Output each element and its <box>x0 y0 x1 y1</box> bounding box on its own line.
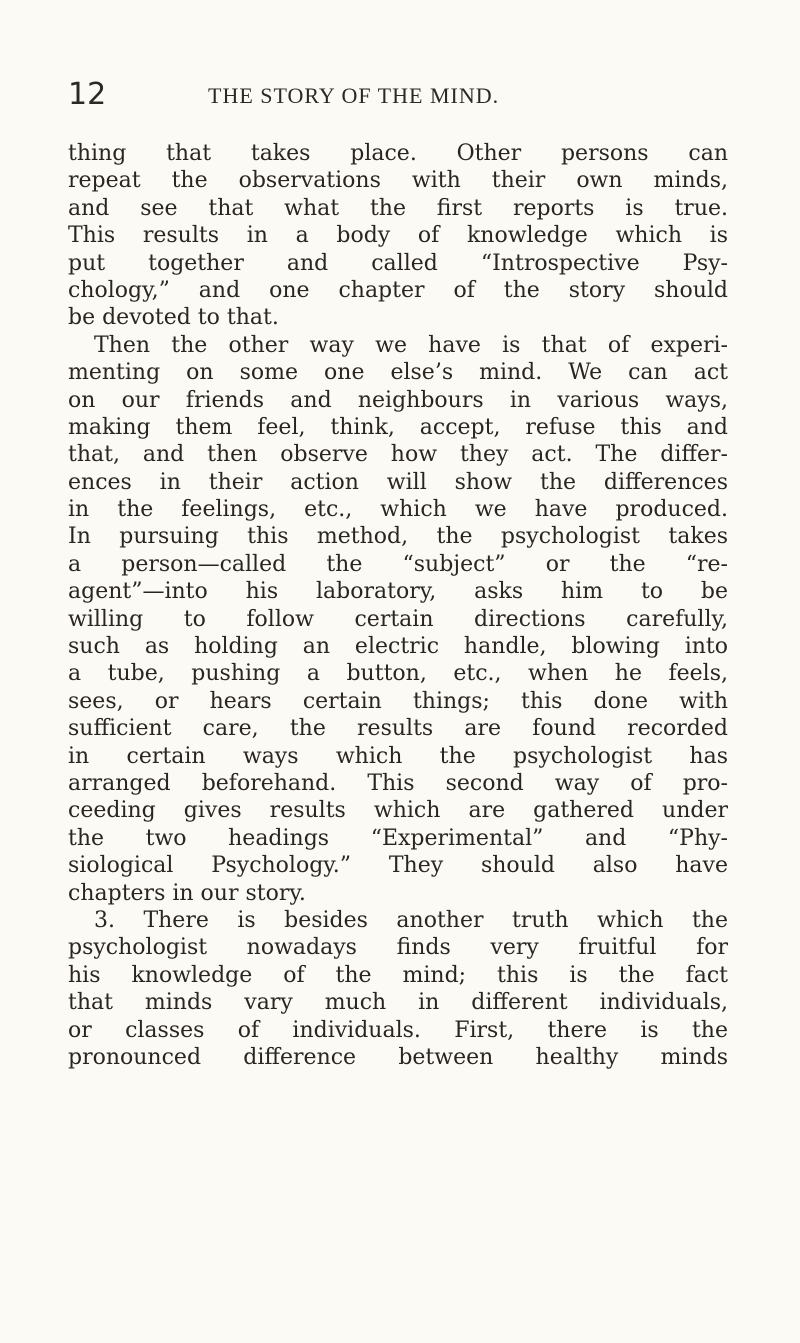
paragraph-start-line: Then the other way we have is that of experi- <box>94 332 728 358</box>
text-line: in certain ways which the psychologist has <box>68 743 728 769</box>
text-line: in the feelings, etc., which we have produced. <box>68 497 728 523</box>
text-line: the two headings “Experimental” and “Phy- <box>68 825 728 851</box>
text-line: ceeding gives results which are gathered under <box>68 798 728 824</box>
text-line: This results in a body of knowledge which is <box>68 223 728 249</box>
running-title: THE STORY OF THE MIND. <box>208 83 500 108</box>
running-header <box>68 78 728 118</box>
text-line: siological Psychology.” They should also have <box>68 853 728 879</box>
text-line: and see that what the first reports is true. <box>68 195 728 221</box>
text-line: such as holding an electric handle, blowing into <box>68 634 728 660</box>
text-line: thing that takes place. Other persons can <box>68 141 728 166</box>
text-line: that minds vary much in different individuals, <box>68 990 728 1016</box>
text-line: making them feel, think, accept, refuse this and <box>68 414 728 440</box>
text-line: sufficient care, the results are found recorded <box>68 716 728 742</box>
text-line: on our friends and neighbours in various ways, <box>68 387 728 413</box>
paragraph-start-line: 3. There is besides another truth which the <box>94 907 728 933</box>
text-line: agent”—into his laboratory, asks him to be <box>68 579 728 605</box>
text-line: psychologist nowadays finds very fruitful for <box>68 935 728 961</box>
text-line: pronounced difference between healthy minds <box>68 1044 728 1070</box>
text-line: that, and then observe how they act. The differ- <box>68 442 728 468</box>
text-line: In pursuing this method, the psychologist takes <box>68 524 728 550</box>
page-number: 12 <box>68 77 107 112</box>
text-line: his knowledge of the mind; this is the fact <box>68 962 728 988</box>
text-line: willing to follow certain directions carefully, <box>68 606 728 632</box>
text-line: sees, or hears certain things; this done with <box>68 688 728 714</box>
text-line: chapters in our story. <box>68 880 306 906</box>
text-line: chology,” and one chapter of the story should <box>68 277 728 303</box>
text-line: be devoted to that. <box>68 305 279 331</box>
text-line: arranged beforehand. This second way of pro- <box>68 770 728 796</box>
text-line: put together and called “Introspective Psy- <box>68 250 728 276</box>
text-line: ences in their action will show the differences <box>68 469 728 495</box>
text-line: a tube, pushing a button, etc., when he feels, <box>68 661 728 687</box>
text-line: menting on some one else’s mind. We can act <box>68 360 728 386</box>
text-line: repeat the observations with their own minds, <box>68 168 728 194</box>
body-text <box>68 140 728 1071</box>
text-line: or classes of individuals. First, there is the <box>68 1017 728 1043</box>
text-line: a person—called the “subject” or the “re- <box>68 551 728 577</box>
